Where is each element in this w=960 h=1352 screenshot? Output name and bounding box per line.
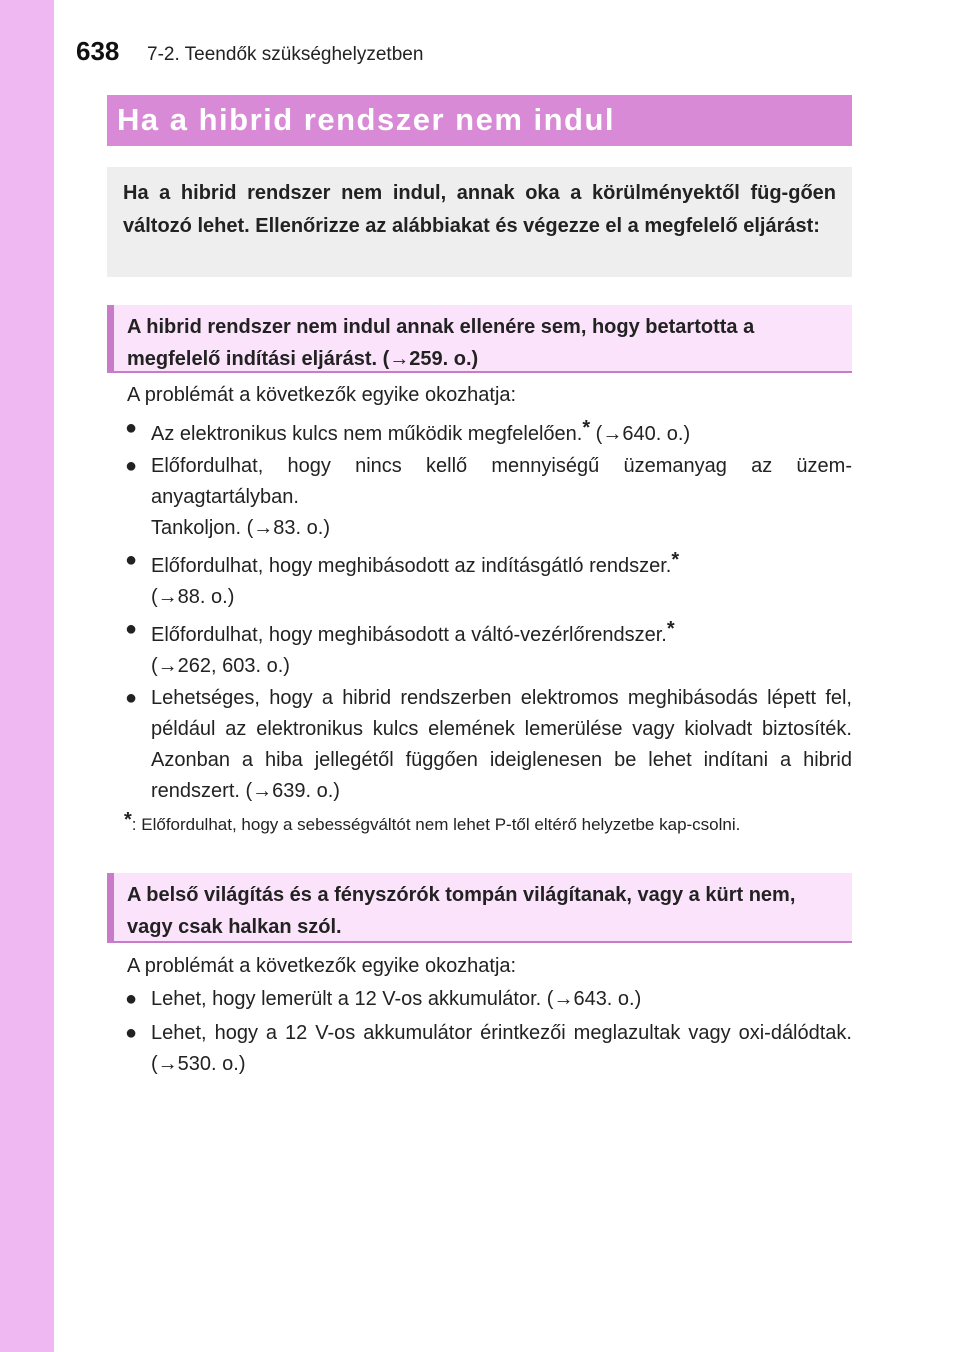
- bullet-icon: ●: [125, 1022, 138, 1044]
- intro-box: Ha a hibrid rendszer nem indul, annak oka a körülményektől füg-gően változó lehet. Ellenőrizze az alábbiakat és végezze el a megfelelő eljárást:: [107, 167, 852, 277]
- footnote: *: Előfordulhat, hogy a sebességváltót nem lehet P-től eltérő helyzetbe kap-csolni.: [124, 809, 741, 834]
- bullet-icon: ●: [125, 455, 138, 477]
- chapter-heading: 7-2. Teendők szükséghelyzetben: [147, 44, 424, 65]
- section2-body: [107, 951, 852, 1080]
- page-edge-tab: [0, 0, 54, 1352]
- bullet-icon: ●: [125, 549, 138, 571]
- list-item: ● Előfordulhat, hogy meghibásodott az indításgátló rendszer.* (→88. o.): [107, 545, 852, 613]
- list-item: ● Lehet, hogy lemerült a 12 V-os akkumulátor. (→643. o.): [107, 984, 852, 1015]
- footnote-mark: *: [124, 809, 132, 831]
- subsection-heading-1: A hibrid rendszer nem indul annak ellenére sem, hogy betartotta a megfelelő indítási eljárást. (→259. o.): [107, 305, 852, 373]
- section-title: Ha a hibrid rendszer nem indul: [107, 95, 852, 146]
- section1-body: [107, 380, 852, 807]
- list-item: ● Lehet, hogy a 12 V-os akkumulátor érintkezői meglazultak vagy oxi-dálódtak. (→530. o.): [107, 1018, 852, 1080]
- bullet-icon: ●: [125, 687, 138, 709]
- page-number: 638: [76, 36, 120, 66]
- list-item: ● Előfordulhat, hogy meghibásodott a váltó-vezérlőrendszer.* (→262, 603. o.): [107, 614, 852, 682]
- bullet-icon: ●: [125, 618, 138, 640]
- section1-lead: A problémát a következők egyike okozhatja:: [127, 384, 517, 406]
- bullet-icon: ●: [125, 988, 138, 1010]
- list-item: ● Lehetséges, hogy a hibrid rendszerben elektromos meghibásodás lépett fel, például az elektronikus kulcs elemének lemerülése vagy kiolvadt biztosíték. Azonban a hiba jellegétől függően ideiglenesen be lehet indítani a hibrid rendszert. (→639. o.): [107, 683, 852, 807]
- bullet-icon: ●: [125, 417, 138, 439]
- list-item: ● Előfordulhat, hogy nincs kellő mennyiségű üzemanyag az üzem-anyagtartályban. Tankoljon. (→83. o.): [107, 451, 852, 544]
- list-item: ● Az elektronikus kulcs nem működik megfelelően.* (→640. o.): [107, 413, 852, 450]
- section2-lead: A problémát a következők egyike okozhatja:: [127, 955, 517, 977]
- subsection-heading-2: A belső világítás és a fényszórók tompán világítanak, vagy a kürt nem, vagy csak halkan szól.: [107, 873, 852, 943]
